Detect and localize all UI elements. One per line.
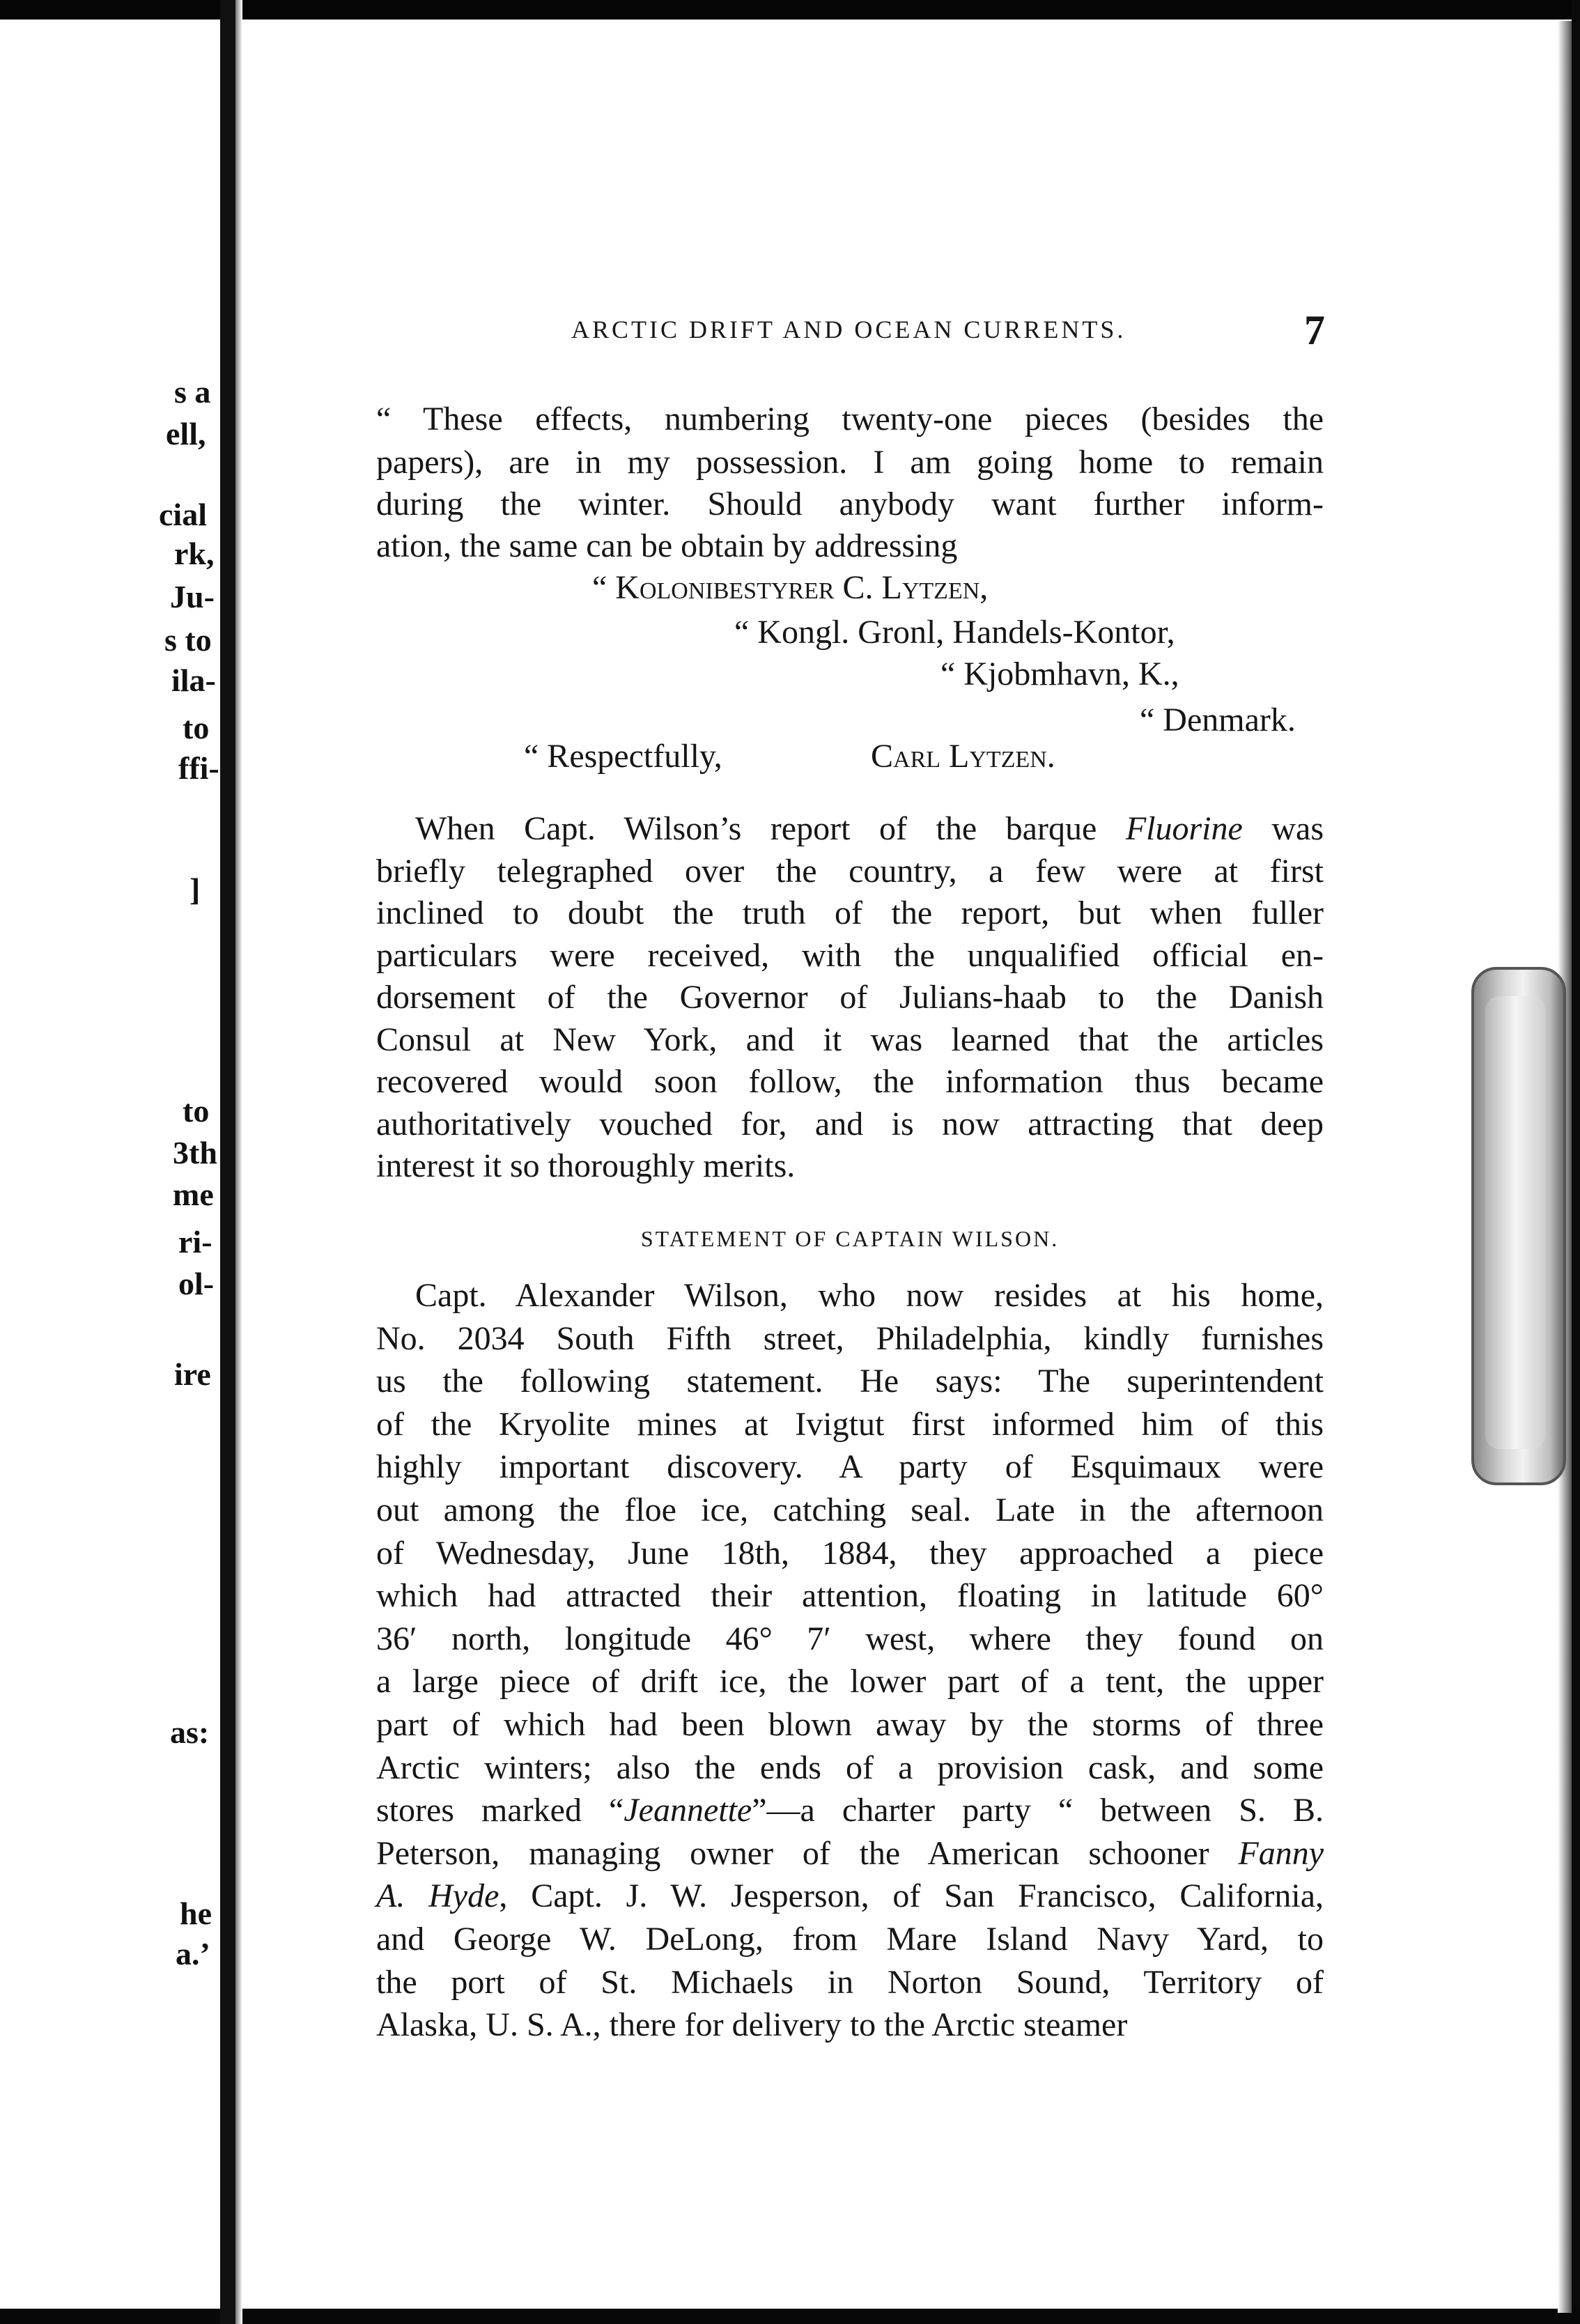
letter-line: “ These effects, numbering twenty-one pieces (besides the	[376, 401, 1324, 437]
letter-line: papers), are in my possession. I am going home to remain	[376, 444, 1324, 481]
letter-line: during the winter. Should anybody want further inform-	[376, 486, 1324, 522]
paragraph-line: and George W. DeLong, from Mare Island Navy Yard, to	[376, 1921, 1324, 1958]
paragraph-line: When Capt. Wilson’s report of the barque Fluorine was	[415, 810, 1324, 847]
facing-page-text-fragment: ila-	[171, 663, 216, 698]
paragraph-line: of Wednesday, June 18th, 1884, they approached a piece	[376, 1534, 1324, 1572]
paragraph-line: Alaska, U. S. A., there for delivery to the Arctic steamer	[376, 2006, 1128, 2044]
paragraph-line: Consul at New York, and it was learned that the articles	[376, 1021, 1324, 1058]
paragraph-line: of the Kryolite mines at Ivigtut first informed him of this	[376, 1405, 1324, 1443]
address-line: “ Denmark.	[1140, 702, 1296, 738]
facing-page-text-fragment: ri-	[178, 1224, 212, 1260]
paragraph-line: Arctic winters; also the ends of a provision cask, and some	[376, 1749, 1324, 1786]
page-number: 7	[1304, 307, 1325, 353]
address-line: “ Kolonibestyrer C. Lytzen,	[592, 569, 989, 606]
letter-closing: “ Respectfully,	[524, 738, 722, 775]
scan-border-right	[1572, 0, 1580, 2324]
gutter-shadow	[235, 0, 242, 2324]
paragraph-line: Capt. Alexander Wilson, who now resides at his home,	[415, 1277, 1324, 1314]
paragraph-line: highly important discovery. A party of Esquimaux were	[376, 1448, 1324, 1486]
section-heading: STATEMENT OF CAPTAIN WILSON.	[640, 1226, 1060, 1251]
paragraph-line: A. Hyde, Capt. J. W. Jesperson, of San Francisco, California,	[376, 1877, 1324, 1915]
running-head: ARCTIC DRIFT AND OCEAN CURRENTS.	[571, 316, 1126, 343]
facing-page-text-fragment: Ju-	[170, 579, 215, 614]
facing-page-text-fragment: s to	[164, 622, 212, 658]
paragraph-line: the port of St. Michaels in Norton Sound, Territory of	[376, 1963, 1324, 2001]
facing-page-text-fragment: rk,	[174, 536, 215, 571]
facing-page-text-fragment: ]	[189, 872, 201, 907]
facing-page-text-fragment: ire	[174, 1356, 211, 1392]
facing-page-text-fragment: he	[180, 1896, 212, 1931]
paragraph-line: No. 2034 South Fifth street, Philadelphia, kindly furnishes	[376, 1319, 1324, 1357]
paragraph-line: inclined to doubt the truth of the report, but when fuller	[376, 894, 1324, 931]
page-clip-highlight	[1485, 996, 1545, 1449]
facing-page-text-fragment: to	[183, 710, 210, 745]
letter-line: ation, the same can be obtain by addressing	[376, 527, 958, 564]
facing-page-text-fragment: ol-	[178, 1266, 215, 1301]
address-line: “ Kongl. Gronl, Handels-Kontor,	[734, 614, 1175, 651]
facing-page-text-fragment: ffi-	[178, 750, 219, 786]
facing-page-text-fragment: me	[173, 1177, 214, 1212]
paragraph-line: dorsement of the Governor of Julians-haab to the Danish	[376, 979, 1324, 1016]
paragraph-line: interest it so thoroughly merits.	[376, 1147, 796, 1184]
book-gutter	[220, 0, 235, 2324]
paragraph-line: a large piece of drift ice, the lower part of a tent, the upper	[376, 1663, 1324, 1701]
facing-page-text-fragment: cial	[159, 497, 207, 532]
paragraph-line: stores marked “Jeannette”—a charter party “ between S. B.	[376, 1792, 1324, 1829]
paragraph-line: us the following statement. He says: The superintendent	[376, 1363, 1324, 1400]
paragraph-line: which had attracted their attention, floating in latitude 60°	[376, 1577, 1324, 1615]
address-line: “ Kjobmhavn, K.,	[940, 656, 1179, 692]
paragraph-line: particulars were received, with the unqualified official en-	[376, 936, 1324, 974]
paragraph-line: authoritatively vouched for, and is now attracting that deep	[376, 1105, 1324, 1142]
facing-page-text-fragment: ell,	[166, 416, 206, 451]
facing-page-fragment	[0, 0, 220, 2324]
facing-page-text-fragment: 3th	[173, 1135, 217, 1170]
paragraph-line: briefly telegraphed over the country, a few were at first	[376, 852, 1324, 890]
facing-page-text-fragment: to	[183, 1093, 210, 1129]
facing-page-text-fragment: a.’	[176, 1936, 210, 1971]
facing-page-text-fragment: s a	[174, 374, 211, 410]
paragraph-line: 36′ north, longitude 46° 7′ west, where they found on	[376, 1620, 1324, 1657]
paragraph-line: recovered would soon follow, the information thus became	[376, 1063, 1324, 1100]
paragraph-line: Peterson, managing owner of the American schooner Fanny	[376, 1834, 1324, 1872]
paragraph-line: part of which had been blown away by the storms of three	[376, 1706, 1324, 1743]
facing-page-text-fragment: as:	[170, 1714, 210, 1750]
paragraph-line: out among the floe ice, catching seal. Late in the afternoon	[376, 1492, 1324, 1528]
letter-signature: Carl Lytzen.	[871, 738, 1055, 775]
